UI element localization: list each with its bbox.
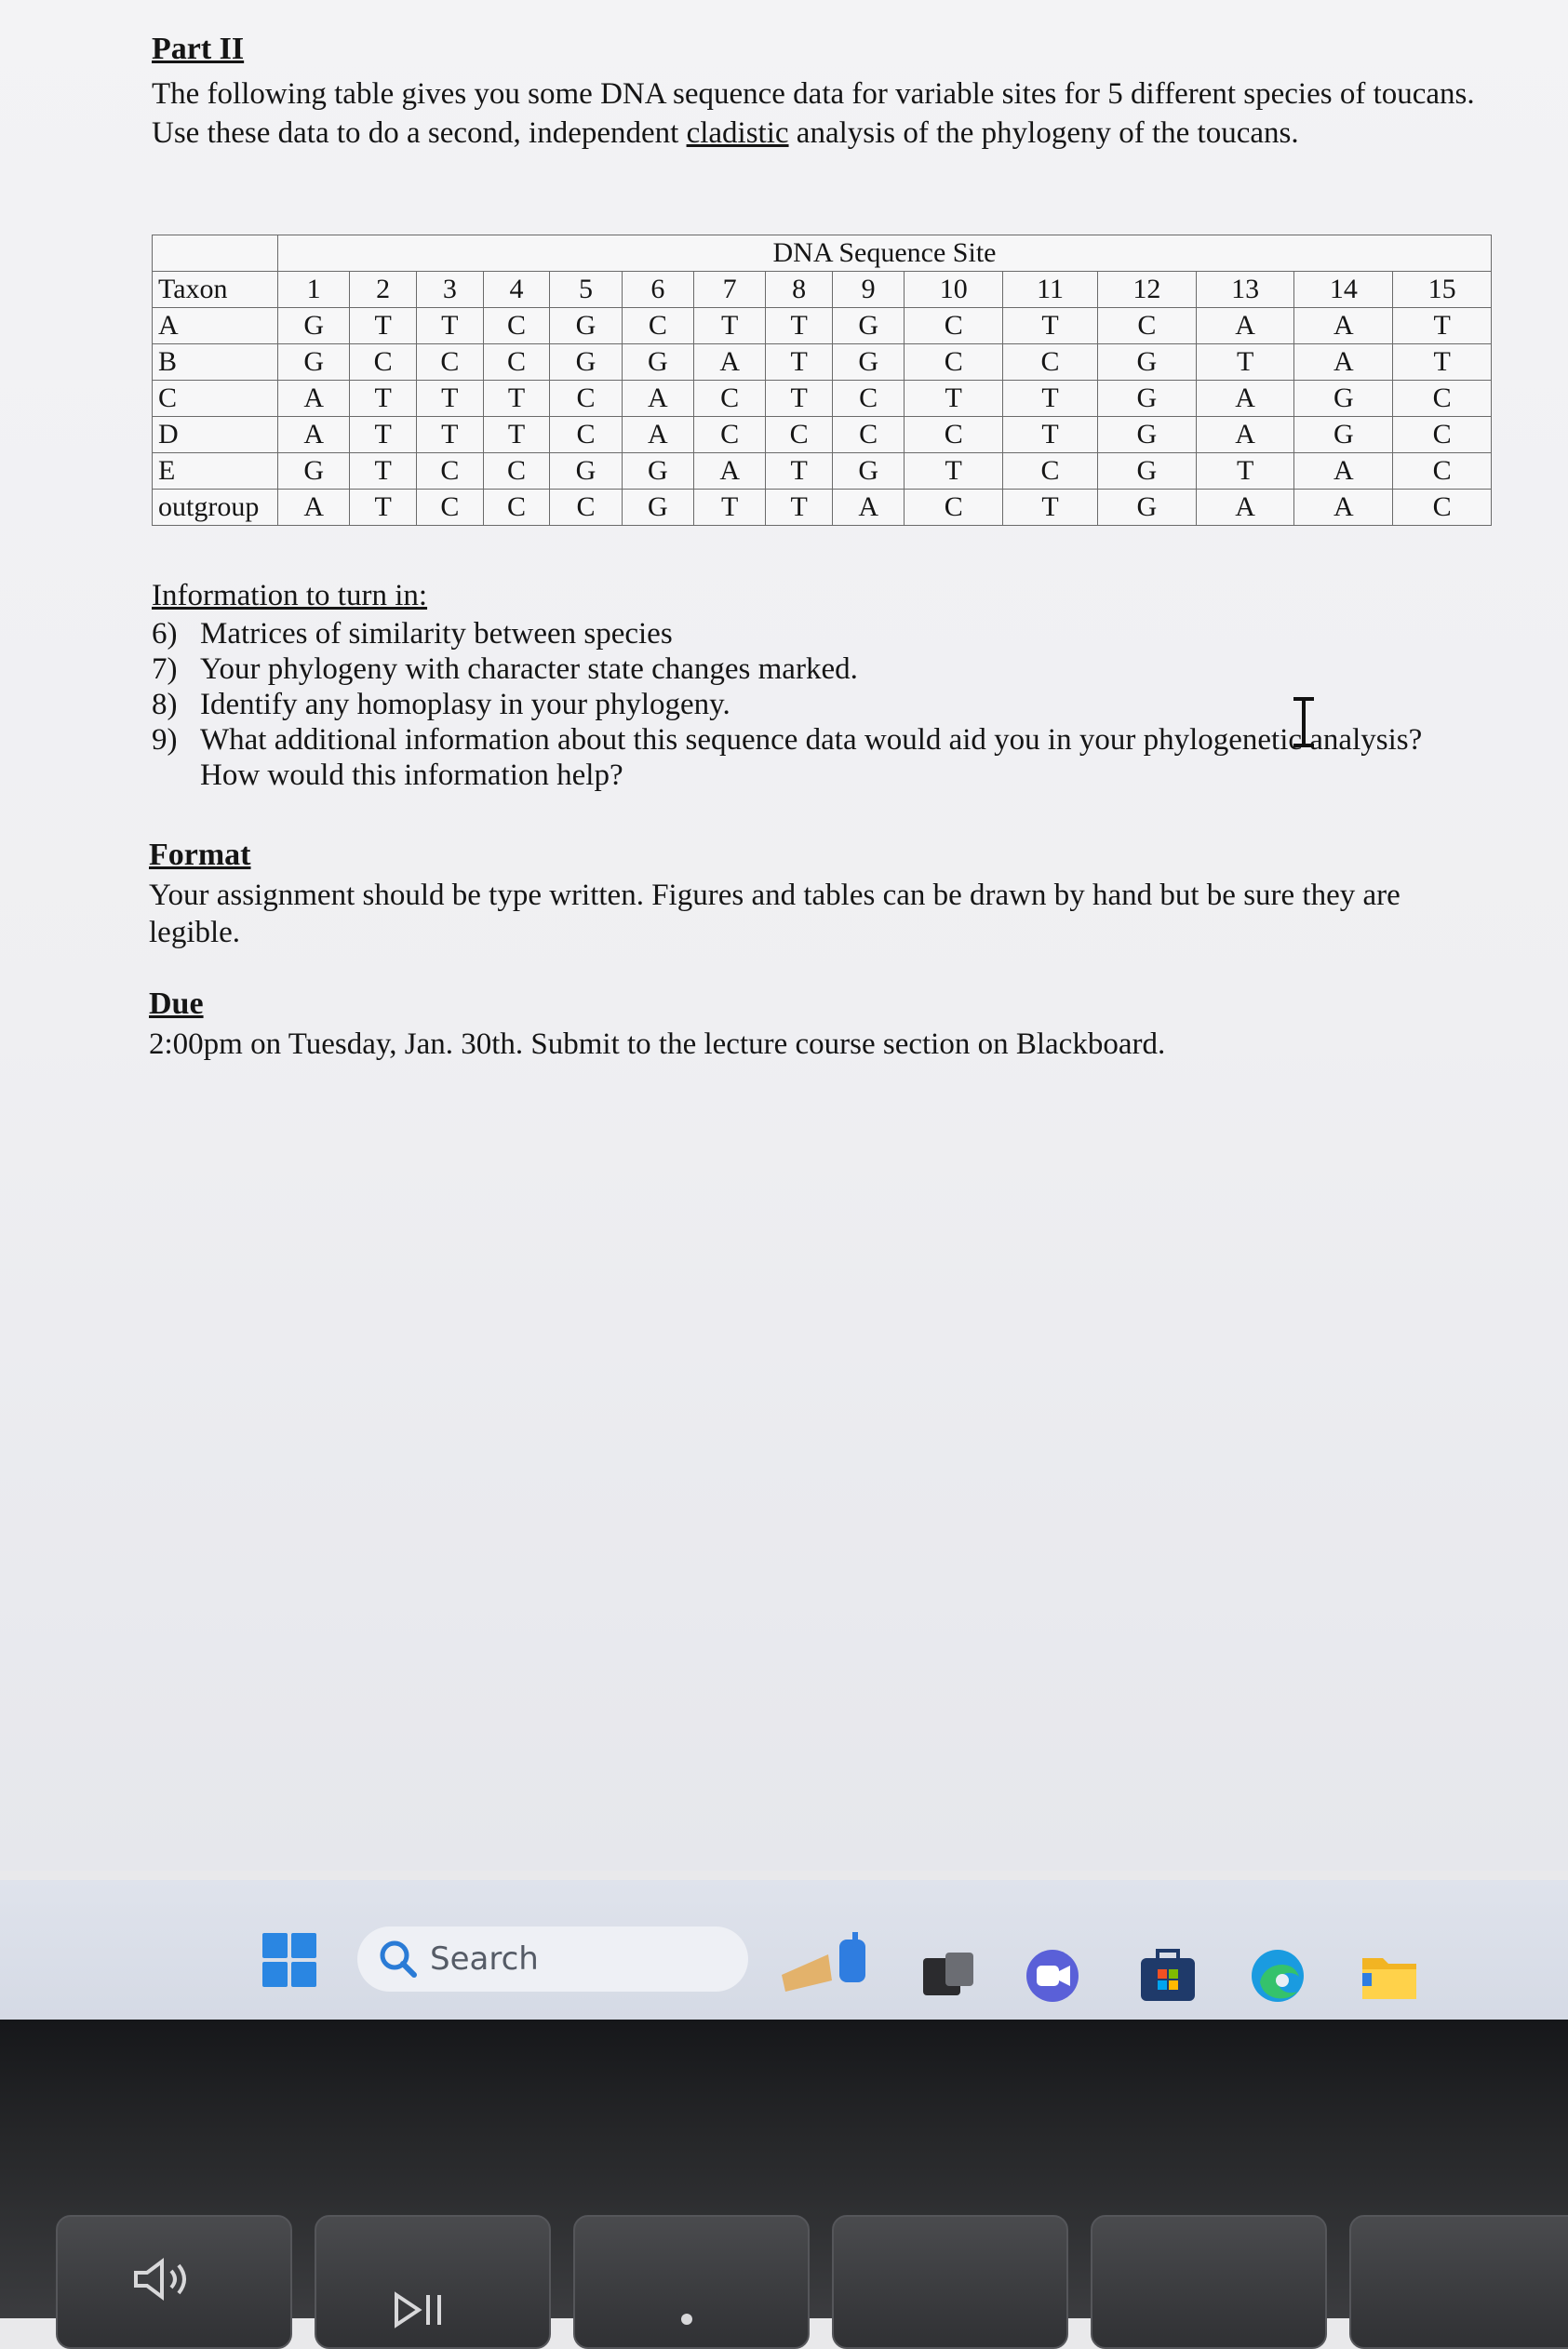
list-item [152,651,1436,687]
due-text: 2:00pm on Tuesday, Jan. 30th. Submit to the lecture course section on Blackboard. [149,1027,1166,1061]
base-cell: T [350,453,417,490]
intro-paragraph [152,74,1510,153]
base-cell: G [833,344,905,381]
base-cell: G [278,308,350,344]
table-row [153,381,1492,417]
dna-sequence-table [152,235,1492,526]
base-cell: G [550,344,622,381]
function-key[interactable] [1349,2215,1568,2349]
play-pause-icon [391,2291,456,2329]
base-cell: T [417,417,484,453]
base-cell: C [550,381,622,417]
base-cell: C [550,417,622,453]
base-cell: G [1098,490,1197,526]
intro-text-end: analysis of the phylogeny of the toucans. [788,116,1299,150]
list-item [152,687,1436,722]
store-icon[interactable] [1137,1945,1199,2007]
base-cell: T [694,490,766,526]
brightness-icon [668,2301,705,2338]
list-item-text: Identify any homoplasy in your phylogeny. [200,688,730,721]
list-item-number: 6) [152,617,178,651]
base-cell: C [766,417,833,453]
list-item-text: Matrices of similarity between species [200,617,673,651]
base-cell: T [417,308,484,344]
base-cell: T [1196,453,1294,490]
base-cell: G [1098,417,1197,453]
base-cell: G [833,308,905,344]
intro-text-start: The following table gives you some DNA sequence data for variable sites for 5 different species of toucans. Use these data to do a second, independent [152,77,1475,150]
base-cell: C [1393,453,1492,490]
base-cell: C [550,490,622,526]
base-cell: T [417,381,484,417]
format-text: Your assignment should be type written. Figures and tables can be drawn by hand but be sure they are legible. [149,879,1400,949]
base-cell: G [622,344,693,381]
base-cell: C [483,453,550,490]
edge-icon[interactable] [1247,1945,1308,2007]
brightness-key[interactable] [573,2215,810,2349]
site-number-header: 10 [905,272,1003,308]
base-cell: C [417,453,484,490]
volume-up-icon [130,2256,214,2302]
site-number-header: 3 [417,272,484,308]
taxon-cell: A [153,308,278,344]
base-cell: A [1196,308,1294,344]
taxon-cell: outgroup [153,490,278,526]
base-cell: G [622,453,693,490]
list-item-text: Your phylogeny with character state changes marked. [200,652,858,686]
base-cell: T [1003,308,1098,344]
site-number-header: 12 [1098,272,1197,308]
base-cell: G [1294,381,1393,417]
base-cell: T [1003,381,1098,417]
site-number-header: 14 [1294,272,1393,308]
file-explorer-icon[interactable] [1359,1945,1420,2007]
search-icon [378,1939,419,1980]
format-heading: Format [149,838,251,872]
windows-start-icon[interactable] [262,1933,316,1987]
base-cell: G [1098,381,1197,417]
site-number-header: 13 [1196,272,1294,308]
base-cell: A [1196,381,1294,417]
base-cell: A [1294,453,1393,490]
base-cell: T [905,453,1003,490]
base-cell: A [1294,308,1393,344]
base-cell: A [694,344,766,381]
base-cell: T [905,381,1003,417]
base-cell: G [833,453,905,490]
base-cell: C [905,308,1003,344]
base-cell: A [1294,490,1393,526]
table-row [153,308,1492,344]
site-number-header: 4 [483,272,550,308]
base-cell: A [694,453,766,490]
base-cell: A [1196,490,1294,526]
taxon-column-header: Taxon [153,272,278,308]
table-row [153,417,1492,453]
base-cell: A [278,381,350,417]
base-cell: T [350,490,417,526]
base-cell: C [1003,453,1098,490]
base-cell: C [417,344,484,381]
dna-site-group-header: DNA Sequence Site [278,235,1492,272]
base-cell: T [350,308,417,344]
info-heading: Information to turn in: [152,579,428,612]
base-cell: C [1003,344,1098,381]
search-label: Search [430,1940,539,1978]
base-cell: T [694,308,766,344]
list-item-number: 8) [152,688,178,721]
base-cell: C [905,417,1003,453]
base-cell: A [622,417,693,453]
base-cell: T [766,453,833,490]
base-cell: T [483,381,550,417]
base-cell: C [350,344,417,381]
task-view-icon[interactable] [918,1945,979,2007]
base-cell: A [278,490,350,526]
base-cell: T [766,490,833,526]
base-cell: T [766,308,833,344]
base-cell: C [483,344,550,381]
list-item [152,722,1436,793]
base-cell: A [622,381,693,417]
base-cell: C [483,490,550,526]
taxon-cell: B [153,344,278,381]
part-title: Part II [152,32,245,66]
taskbar [0,1880,1568,2020]
base-cell: G [1098,453,1197,490]
taxon-cell: D [153,417,278,453]
base-cell: A [278,417,350,453]
base-cell: A [833,490,905,526]
widgets-icon[interactable] [772,1926,884,2001]
chat-icon[interactable] [1022,1945,1083,2007]
table-corner-cell [153,235,278,272]
base-cell: G [622,490,693,526]
due-heading: Due [149,987,204,1021]
list-item-number: 7) [152,652,178,686]
base-cell: A [1196,417,1294,453]
base-cell: A [1294,344,1393,381]
base-cell: T [1003,490,1098,526]
base-cell: T [1196,344,1294,381]
site-number-header: 2 [350,272,417,308]
base-cell: C [417,490,484,526]
play-pause-key[interactable] [315,2215,551,2349]
base-cell: T [1393,308,1492,344]
table-group-header-row [153,235,1492,272]
base-cell: T [766,381,833,417]
list-item [152,616,1436,651]
list-item-text: What additional information about this sequence data would aid you in your phylogenetic analysis? How would this information help? [200,723,1423,792]
taxon-cell: E [153,453,278,490]
site-number-header: 1 [278,272,350,308]
table-row [153,453,1492,490]
base-cell: T [1393,344,1492,381]
base-cell: C [905,490,1003,526]
base-cell: T [350,381,417,417]
base-cell: G [278,453,350,490]
base-cell: C [833,417,905,453]
site-number-header: 6 [622,272,693,308]
base-cell: T [350,417,417,453]
base-cell: C [1393,417,1492,453]
site-number-header: 9 [833,272,905,308]
base-cell: T [483,417,550,453]
function-key[interactable] [832,2215,1068,2349]
base-cell: G [1294,417,1393,453]
site-number-header: 5 [550,272,622,308]
base-cell: G [550,453,622,490]
base-cell: T [1003,417,1098,453]
site-number-header: 7 [694,272,766,308]
table-row [153,490,1492,526]
taxon-cell: C [153,381,278,417]
base-cell: G [278,344,350,381]
base-cell: C [483,308,550,344]
table-header-row [153,272,1492,308]
site-number-header: 11 [1003,272,1098,308]
cladistic-term: cladistic [686,116,789,150]
site-number-header: 8 [766,272,833,308]
base-cell: C [905,344,1003,381]
base-cell: C [694,417,766,453]
table-row [153,344,1492,381]
base-cell: C [1393,381,1492,417]
text-cursor-icon [1290,696,1318,748]
function-key[interactable] [1091,2215,1327,2349]
base-cell: C [833,381,905,417]
base-cell: G [1098,344,1197,381]
base-cell: C [1098,308,1197,344]
taskbar-search-box[interactable] [357,1926,748,1992]
base-cell: C [1393,490,1492,526]
list-item-number: 9) [152,723,178,757]
base-cell: C [694,381,766,417]
base-cell: C [622,308,693,344]
info-list [152,616,1436,793]
base-cell: T [766,344,833,381]
volume-key[interactable] [56,2215,292,2349]
site-number-header: 15 [1393,272,1492,308]
base-cell: G [550,308,622,344]
